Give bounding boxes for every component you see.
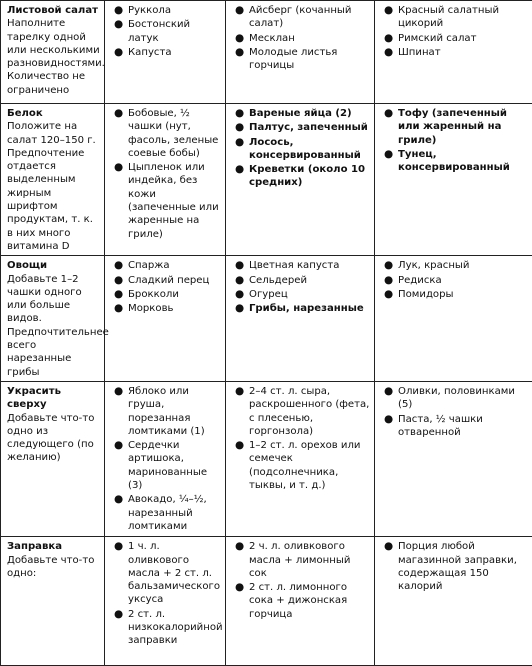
option-list (232, 385, 371, 492)
option-list (381, 540, 529, 593)
list-item (232, 107, 371, 120)
table-row (1, 1, 532, 104)
option-cell (375, 1, 532, 104)
bullet-icon: ● (114, 46, 123, 59)
bullet-icon: ● (235, 540, 244, 553)
list-item (381, 385, 529, 412)
option-list (232, 540, 371, 621)
list-item-text: Помидоры (398, 288, 529, 301)
option-list (381, 385, 529, 439)
category-note: Наполните тарелку одной или несколькими разновидностями. Количество не ограничено (7, 17, 101, 97)
option-list (111, 385, 222, 533)
list-item-text: Редиска (398, 274, 529, 287)
bullet-icon: ● (384, 4, 393, 17)
list-item (111, 46, 222, 59)
table-row (1, 256, 532, 382)
list-item (111, 493, 222, 533)
list-item-text: Римский салат (398, 32, 529, 45)
list-item (232, 259, 371, 272)
bullet-icon: ● (384, 107, 393, 120)
option-list (232, 107, 371, 190)
bullet-icon: ● (235, 302, 244, 315)
list-item-text: 2–4 ст. л. сыра, раскрошенного (фета, с плесенью, горгонзола) (249, 385, 371, 438)
list-item-text: Порция любой магазинной заправки, содержащая 150 калорий (398, 540, 529, 593)
list-item (111, 18, 222, 45)
list-item (232, 32, 371, 45)
option-list (111, 540, 222, 647)
bullet-icon: ● (384, 148, 393, 161)
option-cell (105, 104, 226, 256)
bullet-icon: ● (384, 413, 393, 426)
category-note: Положите на салат 120–150 г. Предпочтение отдается выделенным жирным шрифтом продуктам, т. к. в них много витамина D (7, 120, 101, 253)
option-cell (375, 256, 532, 382)
option-list (381, 259, 529, 301)
list-item-text: Палтус, запеченный (249, 121, 371, 134)
list-item (381, 274, 529, 287)
bullet-icon: ● (114, 302, 123, 315)
bullet-icon: ● (114, 107, 123, 120)
list-item-text: Сердечки артишока, маринованные (3) (128, 439, 222, 492)
category-cell (1, 381, 105, 536)
option-list (111, 259, 222, 315)
list-item-text: Оливки, половинками (5) (398, 385, 529, 412)
list-item-text: Цветная капуста (249, 259, 371, 272)
bullet-icon: ● (384, 385, 393, 398)
list-item-text: Айсберг (кочанный салат) (249, 4, 371, 31)
category-cell (1, 1, 105, 104)
option-cell (226, 256, 375, 382)
bullet-icon: ● (114, 274, 123, 287)
bullet-icon: ● (384, 32, 393, 45)
list-item (111, 107, 222, 160)
list-item (232, 4, 371, 31)
bullet-icon: ● (235, 121, 244, 134)
option-list (381, 4, 529, 59)
option-list (232, 4, 371, 72)
list-item (111, 288, 222, 301)
bullet-icon: ● (235, 581, 244, 594)
list-item (111, 259, 222, 272)
list-item-text: Цыпленок или индейка, без кожи (запеченные или жаренные на гриле) (128, 161, 222, 241)
list-item (232, 385, 371, 438)
list-item-text: 1–2 ст. л. орехов или семечек (подсолнечника, тыквы, и т. д.) (249, 439, 371, 492)
option-list (111, 4, 222, 59)
bullet-icon: ● (114, 18, 123, 31)
bullet-icon: ● (235, 439, 244, 452)
list-item (381, 413, 529, 440)
list-item (381, 148, 529, 175)
list-item-text: 2 ч. л. оливкового масла + лимонный сок (249, 540, 371, 580)
bullet-icon: ● (384, 540, 393, 553)
table-row (1, 537, 532, 666)
category-title: Листовой салат (7, 4, 101, 17)
option-cell (226, 381, 375, 536)
list-item-text: Вареные яйца (2) (249, 107, 371, 120)
list-item-text: Креветки (около 10 средних) (249, 163, 371, 190)
category-note: Добавьте 1–2 чашки одного или больше видов. Предпочтительнее всего нарезанные грибы (7, 273, 101, 379)
list-item-text: Сладкий перец (128, 274, 222, 287)
list-item-text: 2 ст. л. лимонного сока + дижонская горчица (249, 581, 371, 621)
bullet-icon: ● (235, 259, 244, 272)
bullet-icon: ● (235, 4, 244, 17)
list-item (111, 608, 222, 648)
list-item (111, 161, 222, 241)
list-item-text: Тофу (запеченный или жаренный на гриле) (398, 107, 529, 147)
bullet-icon: ● (384, 46, 393, 59)
list-item (381, 32, 529, 45)
list-item (232, 540, 371, 580)
category-title: Заправка (7, 540, 101, 553)
list-item (111, 274, 222, 287)
list-item (232, 163, 371, 190)
bullet-icon: ● (384, 259, 393, 272)
option-list (381, 107, 529, 174)
category-cell (1, 104, 105, 256)
category-note: Добавьте что-то одно из следующего (по желанию) (7, 412, 101, 465)
option-cell (226, 104, 375, 256)
list-item-text: Яблоко или груша, порезанная ломтиками (1) (128, 385, 222, 438)
list-item (381, 259, 529, 272)
list-item (232, 288, 371, 301)
list-item (111, 439, 222, 492)
list-item-text: Руккола (128, 4, 222, 17)
bullet-icon: ● (235, 107, 244, 120)
option-cell (105, 537, 226, 666)
category-title: Украсить сверху (7, 385, 101, 412)
list-item-text: Тунец, консервированный (398, 148, 529, 175)
list-item (232, 581, 371, 621)
bullet-icon: ● (235, 46, 244, 59)
list-item (232, 302, 371, 315)
list-item (111, 540, 222, 606)
bullet-icon: ● (114, 4, 123, 17)
list-item-text: Шпинат (398, 46, 529, 59)
list-item (232, 136, 371, 163)
list-item-text: 2 ст. л. низкокалорийной заправки (128, 608, 222, 648)
bullet-icon: ● (114, 288, 123, 301)
option-cell (375, 381, 532, 536)
option-cell (105, 1, 226, 104)
option-cell (226, 1, 375, 104)
list-item-text: Спаржа (128, 259, 222, 272)
option-cell (375, 537, 532, 666)
bullet-icon: ● (114, 540, 123, 553)
category-title: Белок (7, 107, 101, 120)
list-item-text: Авокадо, ¼–½, нарезанный ломтиками (128, 493, 222, 533)
list-item-text: Красный салатный цикорий (398, 4, 529, 31)
bullet-icon: ● (235, 136, 244, 149)
list-item-text: Грибы, нарезанные (249, 302, 371, 315)
option-cell (105, 381, 226, 536)
list-item-text: Молодые листья горчицы (249, 46, 371, 73)
bullet-icon: ● (114, 385, 123, 398)
list-item (232, 121, 371, 134)
bullet-icon: ● (235, 163, 244, 176)
list-item-text: Капуста (128, 46, 222, 59)
list-item-text: Бобовые, ½ чашки (нут, фасоль, зеленые соевые бобы) (128, 107, 222, 160)
bullet-icon: ● (114, 608, 123, 621)
bullet-icon: ● (235, 288, 244, 301)
list-item-text: Месклан (249, 32, 371, 45)
list-item-text: Морковь (128, 302, 222, 315)
option-list (111, 107, 222, 241)
bullet-icon: ● (114, 259, 123, 272)
category-cell (1, 256, 105, 382)
bullet-icon: ● (114, 161, 123, 174)
list-item-text: Лук, красный (398, 259, 529, 272)
list-item (381, 107, 529, 147)
option-list (232, 259, 371, 315)
list-item-text: Лосось, консервированный (249, 136, 371, 163)
table-row (1, 104, 532, 256)
bullet-icon: ● (114, 439, 123, 452)
salad-table-body (1, 1, 532, 666)
option-cell (105, 256, 226, 382)
list-item (381, 46, 529, 59)
list-item (111, 302, 222, 315)
list-item (381, 288, 529, 301)
list-item (232, 439, 371, 492)
list-item-text: Бостонский латук (128, 18, 222, 45)
list-item (381, 540, 529, 593)
list-item-text: Паста, ½ чашки отваренной (398, 413, 529, 440)
list-item-text: Брокколи (128, 288, 222, 301)
bullet-icon: ● (235, 274, 244, 287)
list-item (111, 4, 222, 17)
list-item (232, 46, 371, 73)
bullet-icon: ● (384, 288, 393, 301)
table-row (1, 381, 532, 536)
bullet-icon: ● (235, 32, 244, 45)
option-cell (226, 537, 375, 666)
list-item (232, 274, 371, 287)
category-cell (1, 537, 105, 666)
list-item (381, 4, 529, 31)
bullet-icon: ● (235, 385, 244, 398)
list-item-text: 1 ч. л. оливкового масла + 2 ст. л. бальзамического уксуса (128, 540, 222, 606)
list-item-text: Сельдерей (249, 274, 371, 287)
category-title: Овощи (7, 259, 101, 272)
list-item-text: Огурец (249, 288, 371, 301)
bullet-icon: ● (384, 274, 393, 287)
option-cell (375, 104, 532, 256)
bullet-icon: ● (114, 493, 123, 506)
list-item (111, 385, 222, 438)
category-note: Добавьте что-то одно: (7, 554, 101, 581)
